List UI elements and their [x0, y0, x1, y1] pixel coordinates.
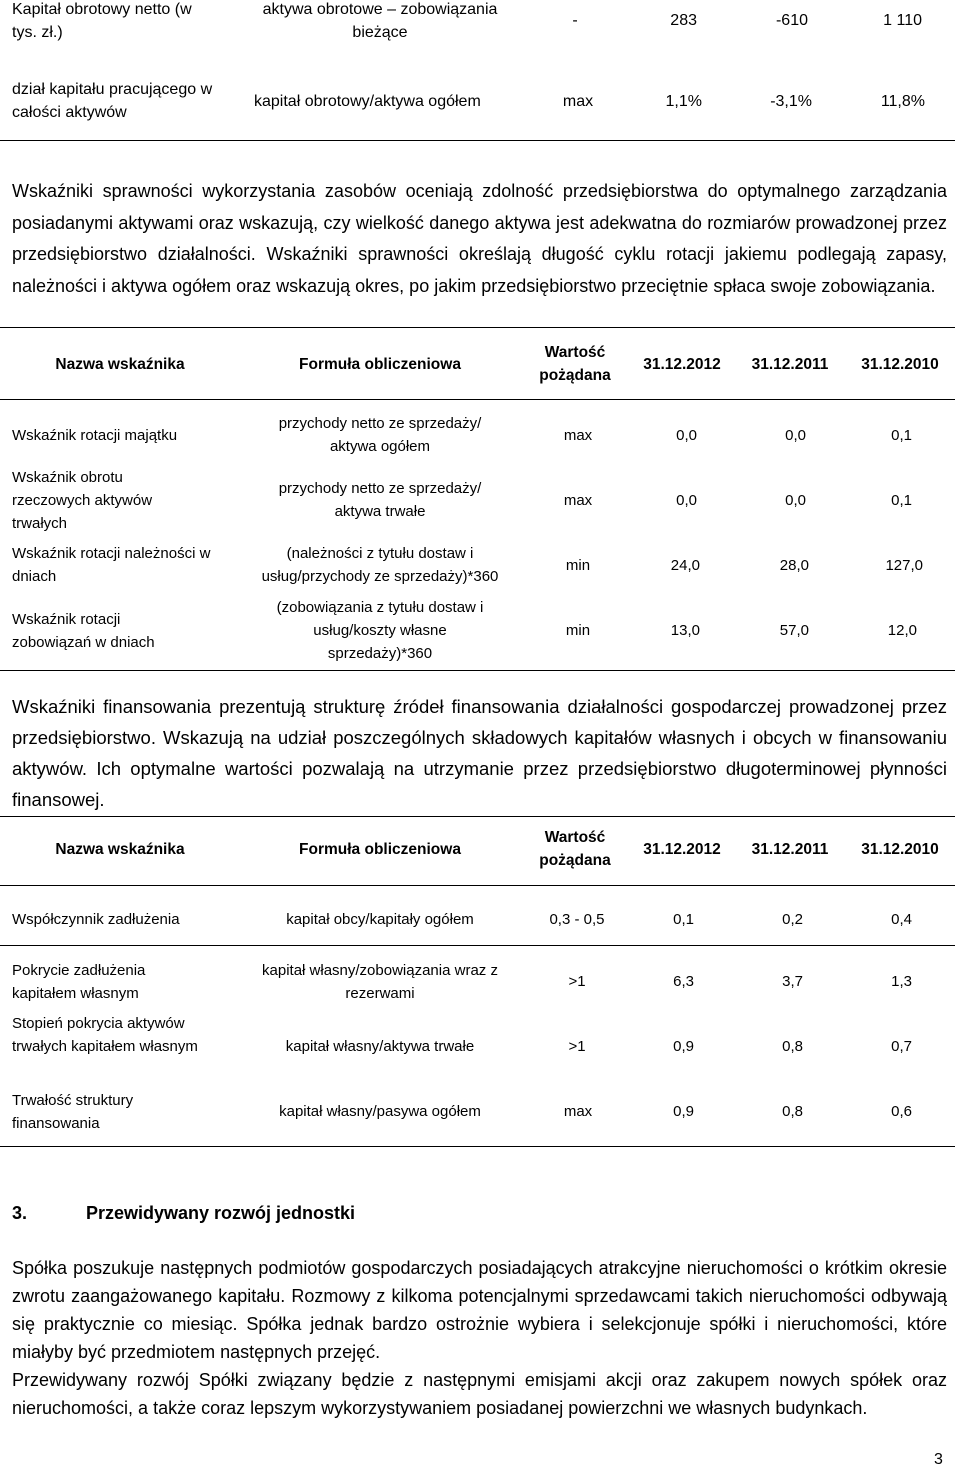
row-v2011: 0,2 [782, 911, 803, 928]
header-2010: 31.12.2010 [861, 841, 939, 858]
row-desired: min [565, 622, 591, 639]
header-2012: 31.12.2012 [643, 356, 721, 373]
header-bottom-rule [0, 399, 955, 400]
row-divider [0, 945, 955, 946]
row-v2010: 127,0 [885, 557, 923, 574]
section-number: 3. [12, 1203, 28, 1223]
row-name: Współczynnik zadłużenia [12, 911, 180, 928]
row-v2011: 0,8 [782, 1038, 803, 1055]
row-name: Wskaźnik obrotu rzeczowych aktywów trwałych [12, 469, 153, 532]
row-desired: >1 [568, 973, 586, 990]
efficiency-paragraph: Wskaźniki sprawności wykorzystania zasobów oceniają zdolność przedsiębiorstwa do optymalnego zarządzania posiadanymi aktywami oraz wskazują, czy wielkość danego aktywa jest adekwatna do rozmiarów prowadzonej przez przedsiębiorstwo działalności. Wskaźniki sprawności określają długość cyklu rotacji jakiemu podlegają zapasy, należności i aktywa ogółem oraz wskazują okres, po jakim przedsiębiorstwo przeciętnie spłaca swoje zobowiązania. [12, 181, 947, 296]
row-desired: max [563, 427, 593, 444]
row-v2010: 1 110 [883, 12, 922, 29]
row-v2011: 0,8 [782, 1103, 803, 1120]
row-name: Stopień pokrycia aktywów trwałych kapitałem własnym [12, 1015, 198, 1055]
row-formula: kapitał własny/pasywa ogółem [279, 1103, 481, 1120]
row-name: Wskaźnik rotacji należności w dniach [12, 545, 211, 585]
table-bottom-rule [0, 140, 955, 141]
row-desired: max [563, 492, 593, 509]
header-desired: Wartość pożądana [539, 344, 611, 384]
row-name: Wskaźnik rotacji zobowiązań w dniach [12, 611, 155, 651]
table-top-rule [0, 816, 955, 817]
row-name: dział kapitału pracującego w całości aktywów [12, 81, 213, 121]
row-v2011: 0,0 [785, 492, 806, 509]
row-name: Wskaźnik rotacji majątku [12, 427, 178, 444]
row-desired: max [562, 93, 594, 110]
row-v2012: 0,9 [673, 1103, 694, 1120]
table-bottom-rule [0, 1146, 955, 1147]
row-desired: - [572, 12, 578, 29]
row-v2010: 11,8% [880, 93, 925, 110]
row-formula: kapitał obcy/kapitały ogółem [286, 911, 474, 928]
header-bottom-rule [0, 885, 955, 886]
row-v2012: 0,9 [673, 1038, 694, 1055]
row-v2012: 6,3 [673, 973, 694, 990]
header-name: Nazwa wskaźnika [55, 356, 185, 373]
row-formula: kapitał obrotowy/aktywa ogółem [254, 93, 481, 110]
row-formula: kapitał własny/zobowiązania wraz z rezerwami [262, 962, 498, 1002]
row-formula: przychody netto ze sprzedaży/ aktywa trwałe [278, 480, 482, 520]
row-formula: aktywa obrotowe – zobowiązania bieżące [262, 1, 498, 41]
row-v2011: 3,7 [782, 973, 803, 990]
row-formula: kapitał własny/aktywa trwałe [285, 1038, 475, 1055]
development-paragraph-2: Przewidywany rozwój Spółki związany będzie z następnymi emisjami akcji oraz zakupem nowych spółek oraz nieruchomości, a także coraz lepszym wykorzystywaniem posiadanej powierzchni we własnych budynkach. [12, 1370, 947, 1418]
row-v2010: 12,0 [887, 622, 917, 639]
row-desired: >1 [568, 1038, 586, 1055]
header-2010: 31.12.2010 [861, 356, 939, 373]
header-2011: 31.12.2011 [751, 356, 829, 373]
row-desired: min [565, 557, 591, 574]
row-v2012: 1,1% [665, 93, 702, 110]
row-desired: 0,3 - 0,5 [549, 911, 605, 928]
page-number: 3 [934, 1451, 943, 1468]
development-paragraph-1: Spółka poszukuje następnych podmiotów gospodarczych posiadających atrakcyjne nieruchomości o krótkim okresie zwrotu zaangażowanego kapitału. Rozmowy z kilkoma potencjalnymi sprzedawcami takich nieruchomości odbywają się praktycznie co miesiąc. Spółka jednak bardzo ostrożnie wybiera i selekcjonuje spółki i nieruchomości, które miałyby być przedmiotem następnych przejęć. [12, 1258, 947, 1362]
row-v2010: 0,4 [891, 911, 912, 928]
row-v2012: 0,0 [676, 427, 697, 444]
table-top-rule [0, 327, 955, 328]
row-v2010: 0,1 [891, 427, 912, 444]
section-title: Przewidywany rozwój jednostki [86, 1203, 356, 1223]
row-v2012: 283 [670, 12, 697, 29]
row-v2012: 24,0 [670, 557, 700, 574]
row-v2011: 57,0 [779, 622, 809, 639]
row-formula: (należności z tytułu dostaw i usług/przychody ze sprzedaży)*360 [261, 545, 499, 585]
header-name: Nazwa wskaźnika [55, 841, 185, 858]
row-v2010: 1,3 [891, 973, 912, 990]
row-desired: max [563, 1103, 593, 1120]
row-name: Pokrycie zadłużenia kapitałem własnym [12, 962, 146, 1002]
row-v2010: 0,1 [891, 492, 912, 509]
row-name: Trwałość struktury finansowania [12, 1092, 134, 1132]
row-v2012: 0,0 [676, 492, 697, 509]
row-v2010: 0,7 [891, 1038, 912, 1055]
row-name: Kapitał obrotowy netto (w tys. zł.) [12, 1, 192, 41]
header-2011: 31.12.2011 [751, 841, 829, 858]
header-desired: Wartość pożądana [539, 829, 611, 869]
header-formula: Formuła obliczeniowa [299, 356, 461, 373]
row-v2011: 0,0 [785, 427, 806, 444]
row-v2010: 0,6 [891, 1103, 912, 1120]
financing-paragraph: Wskaźniki finansowania prezentują strukturę źródeł finansowania działalności gospodarczej prowadzonej przez przedsiębiorstwo. Wskazują na udział poszczególnych składowych kapitałów własnych i obcych w finansowaniu aktywów. Ich optymalne wartości pozwalają na utrzymanie przez przedsiębiorstwo długoterminowej płynności finansowej. [12, 696, 947, 810]
row-v2011: 28,0 [779, 557, 809, 574]
header-formula: Formuła obliczeniowa [299, 841, 461, 858]
row-v2012: 0,1 [673, 911, 694, 928]
row-v2012: 13,0 [670, 622, 700, 639]
header-2012: 31.12.2012 [643, 841, 721, 858]
row-v2011: -3,1% [770, 93, 812, 110]
row-formula: przychody netto ze sprzedaży/ aktywa ogółem [278, 415, 482, 455]
table-bottom-rule [0, 670, 955, 671]
row-v2011: -610 [775, 12, 808, 29]
row-formula: (zobowiązania z tytułu dostaw i usług/koszty własne sprzedaży)*360 [276, 599, 484, 662]
